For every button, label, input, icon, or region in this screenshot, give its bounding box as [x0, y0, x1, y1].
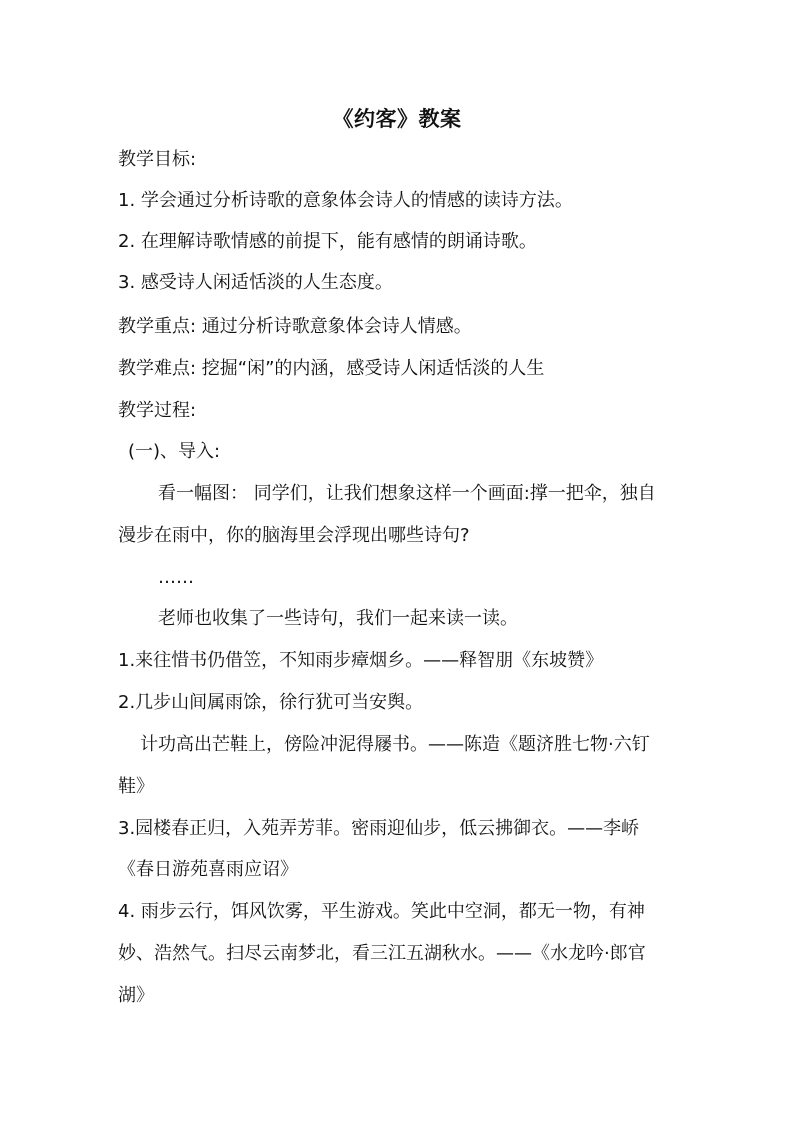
- section-heading-objectives: 教学目标:: [118, 149, 197, 170]
- poem-item-2-continued: 计功高出芒鞋上，傍险冲泥得屦书。——陈造《题济胜七物·六钉: [140, 734, 650, 755]
- subsection-heading-intro: (一)、导入:: [128, 441, 221, 462]
- poem-item-3-continued: 《春日游苑喜雨应诏》: [118, 859, 298, 880]
- objective-item-1: 1. 学会通过分析诗歌的意象体会诗人的情感的读诗方法。: [118, 190, 573, 211]
- poem-item-2: 2.几步山间属雨馀，徐行犹可当安舆。: [118, 692, 424, 713]
- key-point-line: 教学重点: 通过分析诗歌意象体会诗人情感。: [118, 316, 472, 337]
- paragraph-line: 漫步在雨中，你的脑海里会浮现出哪些诗句?: [118, 525, 470, 546]
- objective-item-2: 2. 在理解诗歌情感的前提下，能有感情的朗诵诗歌。: [118, 231, 537, 252]
- section-heading-process: 教学过程:: [118, 400, 197, 421]
- poem-item-1: 1.来往惜书仍借笠，不知雨步瘴烟乡。——释智朋《东坡赞》: [118, 650, 604, 671]
- document-title: 《约客》教案: [332, 107, 462, 131]
- objective-item-3: 3. 感受诗人闲适恬淡的人生态度。: [118, 272, 393, 293]
- paragraph-line: 老师也收集了一些诗句，我们一起来读一读。: [158, 608, 518, 629]
- poem-item-4-continued: 妙、浩然气。扫尽云南梦北，看三江五湖秋水。——《水龙吟·郎官: [118, 943, 646, 964]
- poem-item-4: 4. 雨步云行，饵风饮雾，平生游戏。笑此中空洞，都无一物，有神: [118, 901, 645, 922]
- ellipsis-line: ……: [158, 567, 194, 588]
- poem-item-3: 3.园楼春正归，入苑弄芳菲。密雨迎仙步，低云拂御衣。——李峤: [118, 818, 640, 839]
- paragraph-line: 看一幅图： 同学们，让我们想象这样一个画面:撑一把伞，独自: [158, 483, 656, 504]
- poem-item-4-continued: 湖》: [118, 985, 154, 1006]
- poem-item-2-continued: 鞋》: [118, 776, 154, 797]
- difficulty-line: 教学难点: 挖掘“闲”的内涵，感受诗人闲适恬淡的人生: [118, 358, 545, 379]
